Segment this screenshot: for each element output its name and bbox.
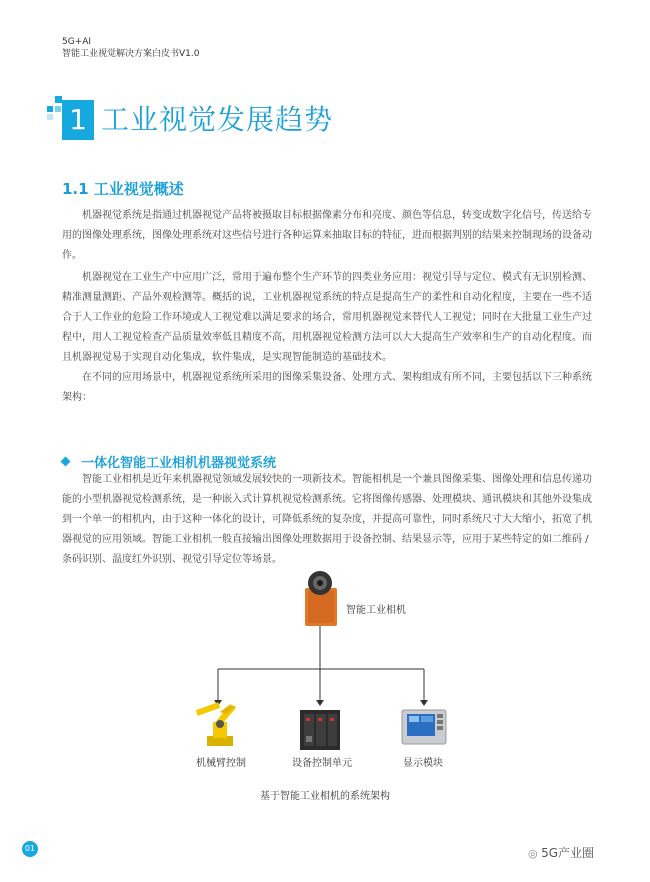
header-line2: 智能工业视觉解决方案白皮书V1.0 [62, 49, 200, 59]
brand-text: 5G产业圈 [541, 846, 595, 860]
node-label-robot-arm: 机械臂控制 [196, 758, 246, 769]
display-module-icon [402, 710, 446, 744]
wechat-icon: ◎ [528, 847, 542, 860]
subsection-title-text: 一体化智能工业相机机器视觉系统 [81, 456, 277, 471]
section-title: 1.1 工业视觉概述 [62, 180, 184, 198]
smart-camera-icon [305, 571, 337, 626]
header-line1: 5G+AI [62, 37, 92, 47]
chapter-title: 工业视觉发展趋势 [101, 103, 334, 136]
paragraph-3: 在不同的应用场景中，机器视觉系统所采用的图像采集设备、处理方式、架构组成有所不同，主要包括以下三种系统架构： [62, 372, 592, 403]
arrowheads [214, 700, 428, 706]
robot-arm-icon [196, 702, 236, 746]
brand-watermark [528, 844, 594, 861]
node-label-display: 显示模块 [403, 758, 443, 769]
connector-lines [218, 626, 424, 700]
sub-paragraph: 智能工业相机是近年来机器视觉领域发展较快的一项新技术。智能相机是一个兼具图像采集、图像处理和信息传递功能的小型机器视觉检测系统，是一种嵌入式计算机视觉检测系统。它将图像传感器、处理模块、通讯模块和其他外设集成到一个单一的相机内，由于这种一体化的设计，可降低系统的复杂度，并提高可靠性，同时系统尺寸大大缩小，拓宽了机器视觉的应用领域。智能工业相机一般直接输出图像处理数据用于设备控制、结果显示等，应用于某些特定的如二维码 / 条码识别、温度红外识别、视觉引导定位等场景。 [62, 474, 592, 565]
node-label-control-unit: 设备控制单元 [292, 758, 352, 769]
paragraph-2: 机器视觉在工业生产中应用广泛，常用于遍布整个生产环节的四类业务应用：视觉引导与定位、模式有无识别检测、精准测量测距、产品外观检测等。概括的说，工业机器视觉系统的特点是提高生产的柔性和自动化程度，主要在一些不适合于人工作业的危险工作环境或人工视觉难以满足要求的场合，常用机器视觉来替代人工视觉；同时在大批量工业生产过程中，用人工视觉检查产品质量效率低且精度不高，用机器视觉检测方法可以大大提高生产效率和生产的自动化程度。而且机器视觉易于实现自动化集成，软件集成，是实现智能制造的基础技术。 [62, 272, 592, 363]
chapter-number: 1 [62, 100, 94, 140]
figure-caption: 基于智能工业相机的系统架构 [260, 791, 390, 802]
control-unit-icon [300, 710, 340, 750]
paragraph-1: 机器视觉系统是指通过机器视觉产品将被摄取目标根据像素分布和亮度、颜色等信息，转变成数字化信号，传送给专用的图像处理系统，图像处理系统对这些信号进行各种运算来抽取目标的特征，进而根据判别的结果来控制现场的设备动作。 [62, 210, 592, 261]
page-number: 01 [22, 841, 38, 857]
camera-label: 智能工业相机 [346, 605, 406, 616]
